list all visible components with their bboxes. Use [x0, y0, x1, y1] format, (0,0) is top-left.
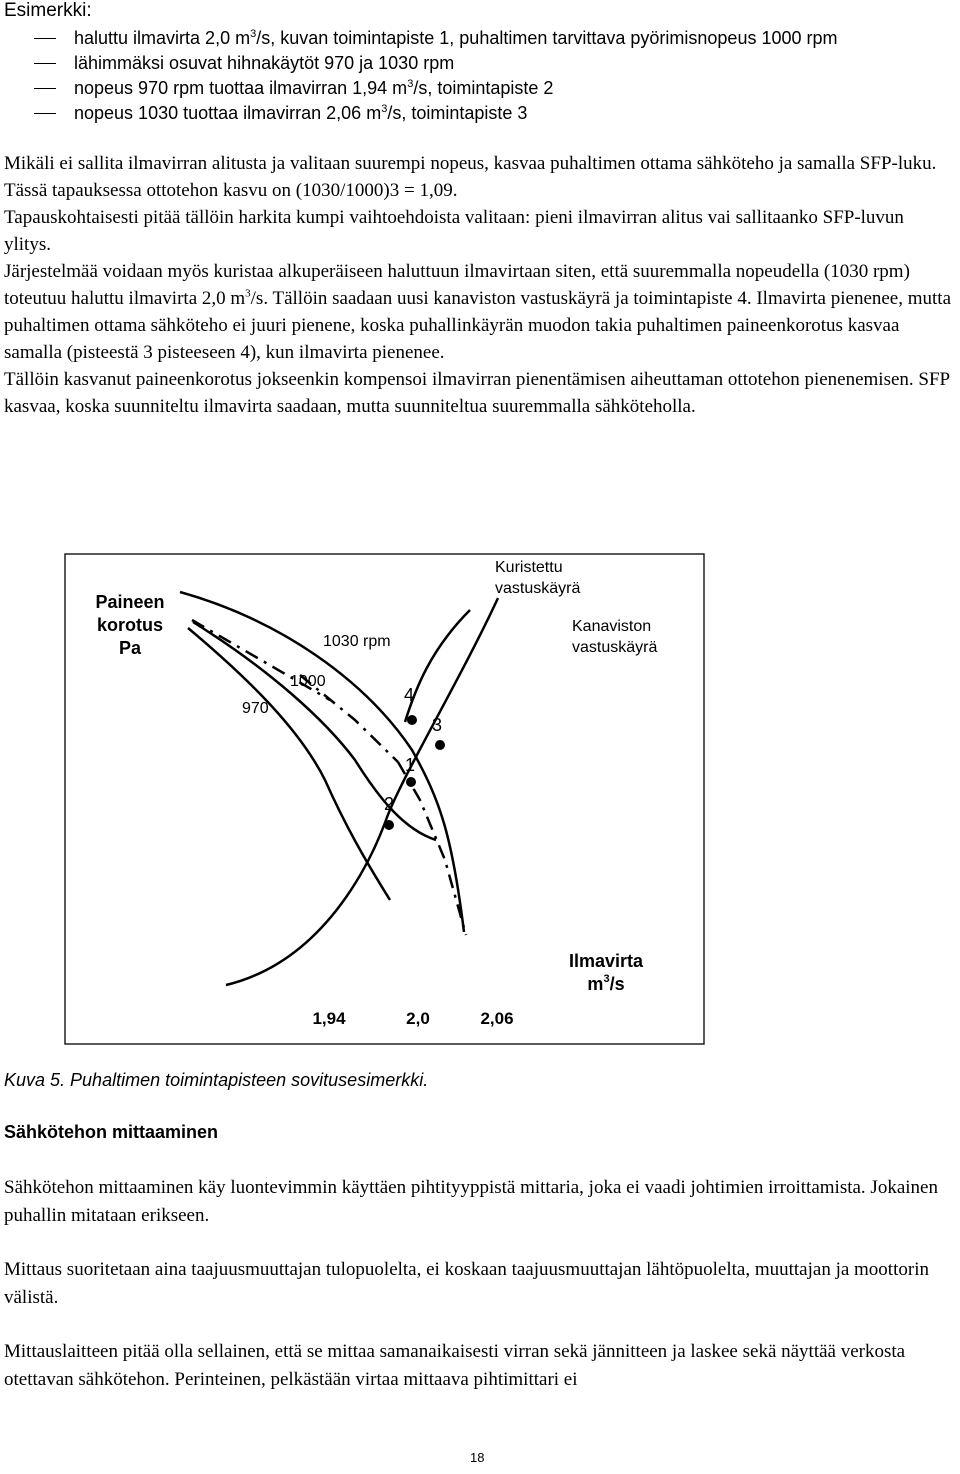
bullet-text: nopeus 1030 tuottaa ilmavirran 2,06 $m^3/s$, toimintapiste 3 — [74, 103, 528, 123]
speed-label-1030: 1030 rpm — [323, 633, 391, 650]
fan-operating-point-diagram — [0, 545, 960, 1065]
throttled-curve-label-line-2: vastuskäyrä — [495, 580, 581, 597]
body-text — [4, 150, 954, 420]
x-tick-2-06: 2,06 — [480, 1009, 514, 1028]
duct-curve-label-line-1: Kanaviston — [572, 618, 652, 635]
bullet-text: haluttu ilmavirta 2,0 $m^3/s$, kuvan toimintapiste 1, puhaltimen tarvittava pyörimisnopeus 1000 rpm — [74, 28, 838, 48]
body-paragraph-3: Järjestelmää voidaan myös kuristaa alkuperäiseen haluttuun ilmavirtaan siten, että suuremmalla nopeudella (1030 rpm) toteutuu haluttu ilmavirta 2,0 $m^3/s$. Tällöin saadaan uusi kanaviston vastuskäyrä ja toimintapiste 4. Ilmavirta pienenee, mutta puhaltimen ottama sähköteho ei juuri pienene, koska puhallinkäyrän muodon takia puhaltimen paineenkorotus kasvaa samalla (pisteestä 3 pisteeseen 4), kun ilmavirta pienenee. — [4, 261, 952, 363]
figure-caption: Kuva 5. Puhaltimen toimintapisteen sovitusesimerkki. — [4, 1070, 429, 1090]
bullet-dash — [34, 113, 56, 114]
point-label-3: 3 — [432, 715, 443, 735]
speed-label-1000: 1000 — [290, 673, 326, 690]
body-paragraph-4: Tällöin kasvanut paineenkorotus jokseenkin kompensoi ilmavirran pienentämisen aiheuttaman ottotehon pienenemisen. SFP kasvaa, koska suunniteltu ilmavirta saadaan, mutta suunniteltua suuremmalla sähköteholla. — [4, 369, 950, 417]
body-paragraph-1: Mikäli ei sallita ilmavirran alitusta ja valitaan suurempi nopeus, kasvaa puhaltimen ottama sähköteho ja samalla SFP-luku. Tässä tapauksessa ottotehon kasvu on (1030/1000)3 = 1,09. — [4, 153, 937, 201]
bullet-dash — [34, 88, 56, 89]
y-axis-label-line-1: Paineen — [95, 592, 165, 612]
speed-label-970: 970 — [242, 700, 269, 717]
section-paragraph-3: Mittauslaitteen pitää olla sellainen, että se mittaa samanaikaisesti virran sekä jännitteen ja laskee sekä näyttää verkosta otettavan sähkötehon. Perinteinen, pelkästään virtaa mittaava pihtimittari ei — [4, 1341, 906, 1390]
duct-curve-label-line-2: vastuskäyrä — [572, 639, 658, 656]
x-axis-label-line-2: $m^3/s$ — [587, 973, 625, 994]
body-paragraph-2: Tapauskohtaisesti pitää tällöin harkita kumpi vaihtoehdoista valitaan: pieni ilmavirran alitus vai sallitaanko SFP-luvun ylitys. — [4, 207, 904, 255]
page-number: 18 — [470, 1450, 485, 1465]
x-tick-2-0: 2,0 — [406, 1009, 430, 1028]
point-label-2: 2 — [384, 794, 395, 814]
fan-curve-970 — [188, 628, 390, 900]
section-title: Sähkötehon mittaaminen — [4, 1122, 219, 1142]
x-tick-1-94: 1,94 — [312, 1009, 346, 1028]
point-2-marker — [384, 820, 394, 830]
bullet-text: nopeus 970 rpm tuottaa ilmavirran 1,94 $m^3/s$, toimintapiste 2 — [74, 78, 554, 98]
point-1-marker — [406, 777, 416, 787]
y-axis-label-line-3: Pa — [118, 638, 142, 658]
point-label-4: 4 — [404, 685, 415, 705]
throttled-resistance-curve — [405, 610, 470, 722]
point-4-marker — [407, 715, 417, 725]
section-paragraph-1: Sähkötehon mittaaminen käy luontevimmin käyttäen pihtityyppistä mittaria, joka ei vaadi johtimien irroittamista. Jokainen puhallin mitataan erikseen. — [4, 1177, 938, 1226]
bullet-dash — [34, 63, 56, 64]
point-label-1: 1 — [405, 755, 416, 775]
bullet-dash — [34, 38, 56, 39]
duct-resistance-curve — [226, 598, 498, 985]
bullet-text: lähimmäksi osuvat hihnakäytöt 970 ja 1030 rpm — [74, 53, 455, 73]
point-3-marker — [435, 740, 445, 750]
fan-curve-1030 — [180, 592, 464, 932]
example-heading: Esimerkki: — [4, 0, 92, 21]
throttled-curve-label-line-1: Kuristettu — [495, 559, 563, 576]
x-axis-label-line-1: Ilmavirta — [568, 951, 644, 971]
section-paragraph-2: Mittaus suoritetaan aina taajuusmuuttajan tulopuolelta, ei koskaan taajuusmuuttajan lähtöpuolelta, muuttajan ja moottorin välistä. — [4, 1259, 929, 1308]
y-axis-label-line-2: korotus — [96, 615, 164, 635]
